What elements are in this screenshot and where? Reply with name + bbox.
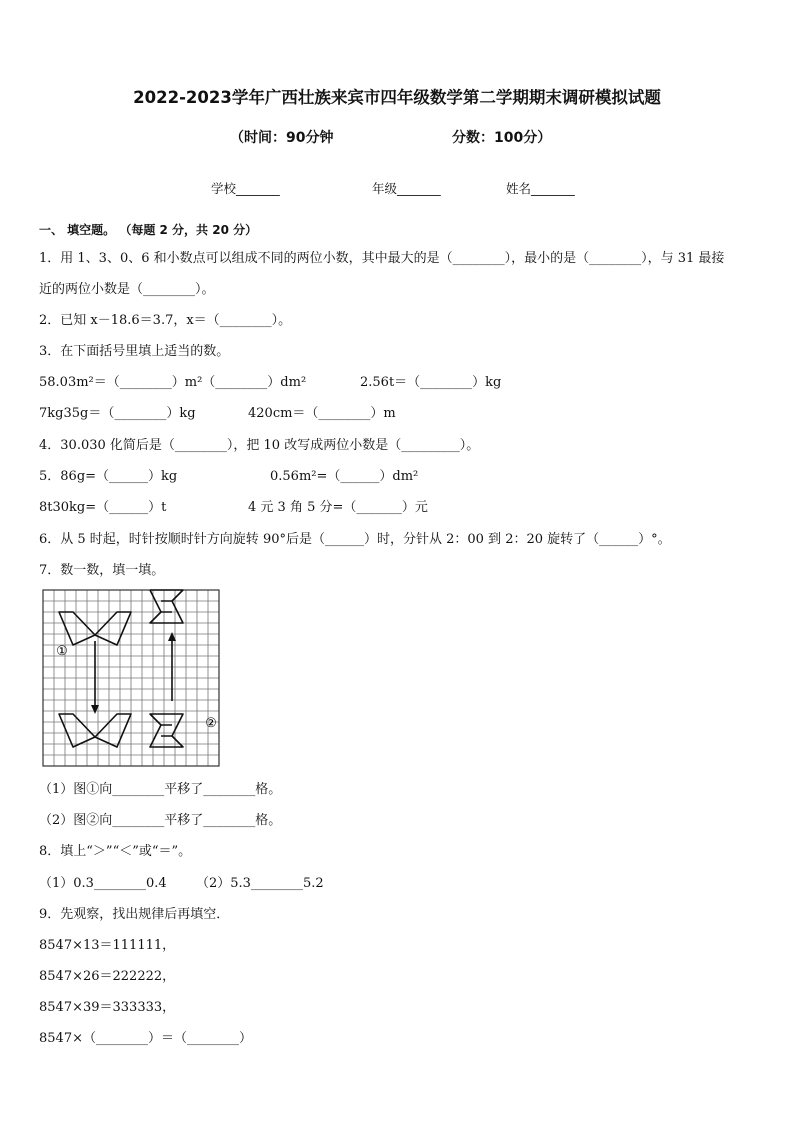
question-5-d: 4 元 3 角 5 分=（_______）元 <box>248 500 428 515</box>
question-3: 3．在下面括号里填上适当的数。 <box>39 344 230 359</box>
hourglass-figure-top <box>150 590 183 623</box>
grade-field: 年级_______ <box>372 181 441 196</box>
question-3-a: 58.03m²＝（________）m²（________）dm² <box>39 375 307 390</box>
question-5-a: 5．86g=（______）kg <box>39 469 178 484</box>
question-8-a: （1）0.3________0.4 <box>39 876 167 891</box>
question-8-b: （2）5.3________5.2 <box>196 876 324 891</box>
exam-score: 分数：100分） <box>452 130 552 146</box>
question-9-line-b: 8547×26＝222222， <box>39 969 176 984</box>
question-5-b: 0.56m²=（______）dm² <box>270 469 419 484</box>
section-heading: 一、 填空题。 （每题 2 分，共 20 分） <box>39 223 258 237</box>
figure-label-2: ② <box>205 716 217 731</box>
question-3-d: 420cm＝（________）m <box>248 406 396 421</box>
question-7-part-1: （1）图①向________平移了________格。 <box>39 782 282 797</box>
question-9-line-d: 8547×（________）＝（________） <box>39 1031 252 1046</box>
exam-time: （时间：90分钟 <box>230 130 334 146</box>
question-3-c: 7kg35g＝（________）kg <box>39 406 196 421</box>
question-5-c: 8t30kg=（______）t <box>39 500 167 515</box>
question-2: 2．已知 x－18.6＝3.7，x＝（________）。 <box>39 313 292 328</box>
question-9-line-a: 8547×13＝111111， <box>39 938 176 953</box>
school-field: 学校_______ <box>211 181 280 196</box>
question-7-part-2: （2）图②向________平移了________格。 <box>39 813 282 828</box>
question-1-line-1: 1．用 1、3、0、6 和小数点可以组成不同的两位小数，其中最大的是（________），最小的是（________），与 31 最接 <box>39 251 725 266</box>
question-3-b: 2.56t＝（________）kg <box>360 375 502 390</box>
hourglass-figure-bottom <box>150 714 183 747</box>
figure-label-1: ① <box>56 644 68 659</box>
question-8: 8．填上“＞”“＜”或“＝”。 <box>39 844 192 859</box>
question-9: 9．先观察，找出规律后再填空． <box>39 907 230 922</box>
question-4: 4．30.030 化简后是（________），把 10 改写成两位小数是（_________）。 <box>39 438 480 453</box>
translation-grid-figure <box>40 589 222 769</box>
page-title: 2022-2023学年广西壮族来宾市四年级数学第二学期期末调研模拟试题 <box>133 88 661 107</box>
question-7: 7．数一数，填一填。 <box>39 563 165 578</box>
name-field: 姓名_______ <box>506 181 575 196</box>
question-6: 6．从 5 时起，时针按顺时针方向旋转 90°后是（______）时，分针从 2：00 到 2：20 旋转了（______）°。 <box>39 532 671 547</box>
question-1-line-2: 近的两位小数是（________）。 <box>39 282 215 297</box>
question-9-line-c: 8547×39＝333333， <box>39 1000 176 1015</box>
